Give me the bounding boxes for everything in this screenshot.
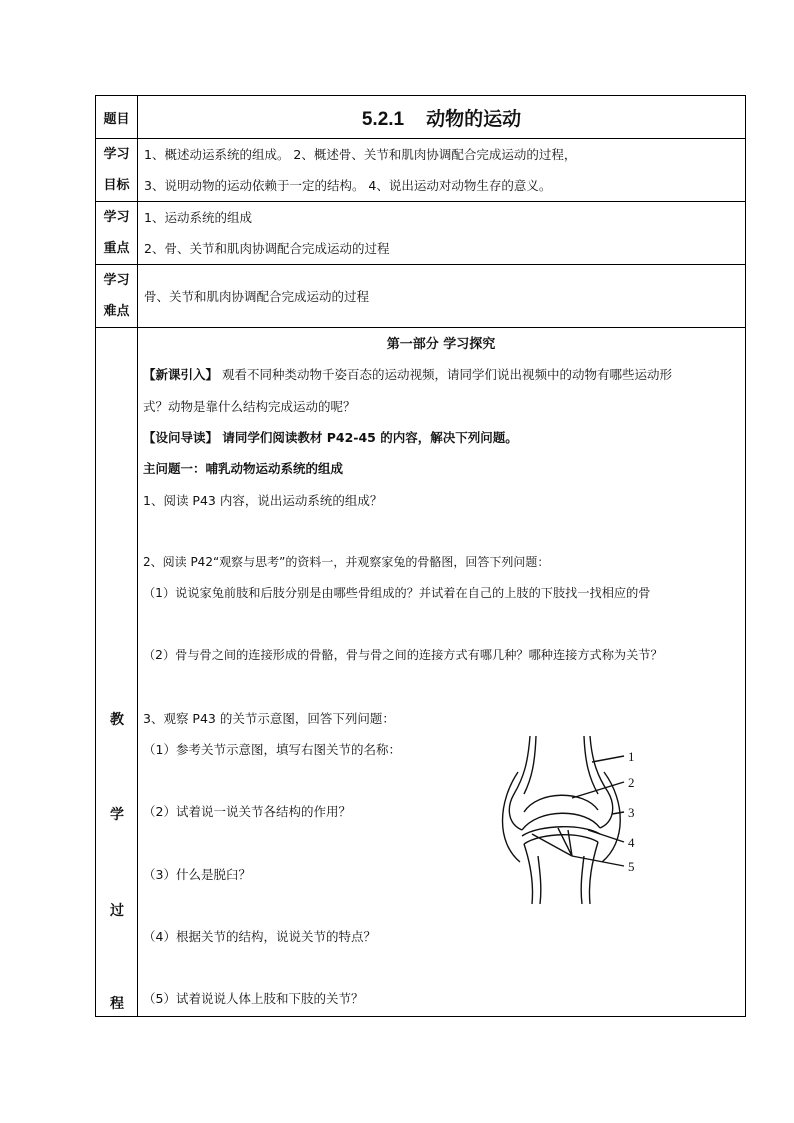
- difficulty-line-1: 骨、关节和肌肉协调配合完成运动的过程: [144, 288, 370, 304]
- lesson-number: 5.2.1: [361, 108, 405, 130]
- leader-1: [592, 756, 624, 762]
- intro-tag: 【新课引入】: [143, 367, 219, 382]
- capsule-left: [503, 772, 521, 862]
- lower-bone-inner-right: [581, 856, 584, 904]
- main-question-1: 主问题一：哺乳动物运动系统的组成: [143, 461, 344, 476]
- lower-bone-inner-left: [538, 856, 541, 904]
- process-label-cell: [96, 328, 138, 1017]
- focus-line-2: 2、骨、关节和肌肉协调配合完成运动的过程: [144, 241, 390, 256]
- intro-line-1: [143, 365, 672, 383]
- title-label: 题目: [103, 111, 130, 127]
- process-char-2: 学: [110, 807, 124, 823]
- guide-tag: 【设问导读】: [143, 430, 219, 445]
- diagram-label-3: 3: [628, 805, 635, 820]
- question-3-4: （4）根据关节的结构，说说关节的特点？: [143, 929, 376, 944]
- difficulty-label-bottom: 难点: [103, 304, 130, 319]
- goals-line-2: 3、说明动物的运动依赖于一定的结构。 4、说出运动对动物生存的意义。: [144, 178, 552, 193]
- diagram-label-2: 2: [628, 775, 635, 790]
- question-3-5: （5）试着说说人体上肢和下肢的关节？: [143, 991, 364, 1006]
- intro-text-1: 观看不同种类动物千姿百态的运动视频，请同学们说出视频中的动物有哪些运动形: [218, 367, 672, 382]
- process-char-4: 程: [110, 996, 124, 1012]
- guide-line: [143, 428, 518, 446]
- goals-label-bottom: 目标: [103, 178, 130, 193]
- intro-line-2: 式？动物是靠什么结构完成运动的呢？: [143, 399, 356, 414]
- lower-bone-left: [524, 844, 533, 904]
- question-2: 2、阅读 P42“观察与思考”的资料一，并观察家兔的骨骼图，回答下列问题：: [143, 555, 550, 569]
- guide-text: 请同学们阅读教材 P42-45 的内容，解决下列问题。: [218, 430, 518, 445]
- focus-content: [138, 202, 746, 265]
- process-char-3: 过: [110, 903, 124, 919]
- diagram-label-5: 5: [628, 859, 635, 874]
- leader-3: [612, 812, 624, 814]
- diagram-label-1: 1: [628, 749, 635, 764]
- focus-line-1: 1、运动系统的组成: [144, 210, 252, 225]
- joint-diagram: [488, 732, 648, 906]
- question-2-1: （1）说说家兔前肢和后肢分别是由哪些骨组成的？并试着在自己的上肢的下肢找一找相应的骨: [143, 586, 651, 600]
- diagram-label-4: 4: [628, 835, 635, 850]
- joint-head-top: [524, 795, 598, 812]
- goals-content: [138, 139, 746, 202]
- leader-5: [572, 856, 624, 866]
- question-3-1: （1）参考关节示意图，填写右图关节的名称：: [143, 742, 401, 757]
- goals-label-cell: [96, 139, 138, 202]
- question-1: 1、阅读 P43 内容，说出运动系统的组成？: [143, 493, 383, 508]
- focus-label-cell: [96, 202, 138, 265]
- goals-line-1: 1、概述动运系统的组成。 2、概述骨、关节和肌肉协调配合完成运动的过程，: [144, 147, 577, 162]
- difficulty-content: [138, 265, 746, 328]
- title-label-cell: [96, 96, 138, 139]
- focus-label-bottom: 重点: [103, 241, 130, 256]
- question-3-3: （3）什么是脱臼？: [143, 867, 251, 882]
- part-title: 第一部分 学习探究: [386, 337, 496, 352]
- lesson-title: [138, 96, 746, 139]
- question-3-2: （2）试着说一说关节各结构的作用？: [143, 804, 351, 819]
- focus-label-top: 学习: [103, 210, 130, 225]
- difficulty-label-top: 学习: [103, 273, 130, 288]
- difficulty-label-cell: [96, 265, 138, 328]
- process-char-1: 教: [110, 712, 124, 728]
- joint-head-cartilage: [522, 813, 600, 830]
- upper-bone-outline-right: [590, 736, 613, 828]
- question-3: 3、观察 P43 的关节示意图，回答下列问题：: [143, 711, 395, 726]
- lesson-name: 动物的运动: [426, 108, 522, 130]
- upper-bone-outline-left: [509, 736, 530, 830]
- lower-bone-right: [589, 842, 598, 904]
- question-2-2: （2）骨与骨之间的连接形成的骨骼，骨与骨之间的连接方式有哪几种？哪种连接方式称为关节？: [143, 648, 663, 662]
- goals-label-top: 学习: [103, 147, 130, 162]
